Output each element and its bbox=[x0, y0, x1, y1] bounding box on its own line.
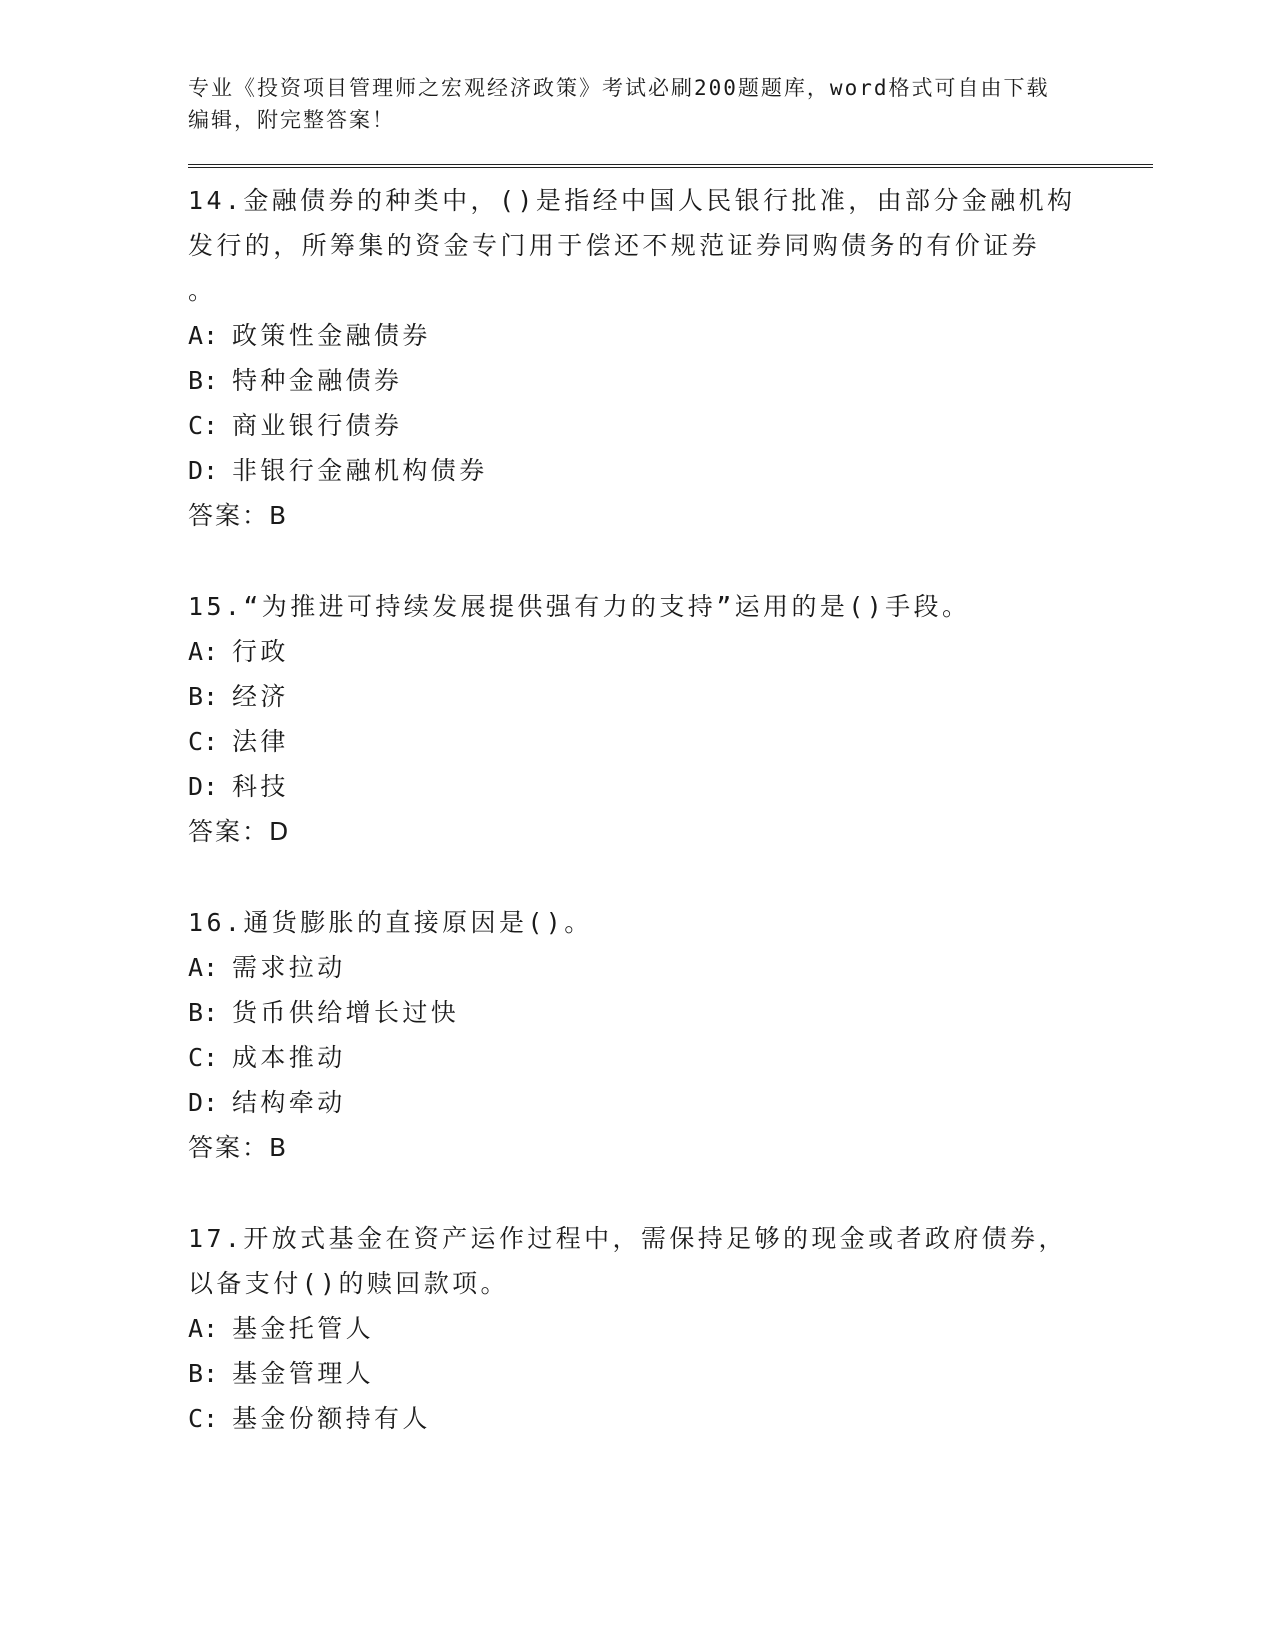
answer-line: 答案：B bbox=[188, 1133, 289, 1162]
option-letter: D: bbox=[188, 1088, 219, 1117]
option-letter: D: bbox=[188, 456, 219, 485]
option-text: 基金份额持有人 bbox=[232, 1404, 431, 1433]
option-letter: A: bbox=[188, 953, 219, 982]
question-stem bbox=[188, 900, 1098, 945]
option-text: 基金管理人 bbox=[232, 1359, 375, 1388]
option-a bbox=[188, 945, 1148, 990]
question-17 bbox=[188, 1216, 1148, 1441]
option-c bbox=[188, 1035, 1148, 1080]
option-letter: B: bbox=[188, 1359, 219, 1388]
question-16 bbox=[188, 900, 1148, 1170]
option-text: 需求拉动 bbox=[232, 953, 346, 982]
option-b bbox=[188, 1351, 1148, 1396]
option-text: 科技 bbox=[232, 772, 289, 801]
document-intro: 专业《投资项目管理师之宏观经济政策》考试必刷200题题库，word格式可自由下载编辑，附完整答案！ bbox=[188, 76, 1050, 132]
option-text: 法律 bbox=[232, 727, 289, 756]
header-divider bbox=[188, 164, 1153, 168]
option-b bbox=[188, 358, 1148, 403]
option-letter: C: bbox=[188, 1043, 219, 1072]
question-stem bbox=[188, 584, 1098, 629]
question-15 bbox=[188, 584, 1148, 854]
option-letter: A: bbox=[188, 321, 219, 350]
question-stem-line: 。 bbox=[188, 276, 217, 305]
option-letter: B: bbox=[188, 998, 219, 1027]
option-c bbox=[188, 1396, 1148, 1441]
option-letter: B: bbox=[188, 682, 219, 711]
option-text: 商业银行债券 bbox=[232, 411, 403, 440]
option-letter: C: bbox=[188, 727, 219, 756]
answer-line: 答案：D bbox=[188, 817, 291, 846]
question-14 bbox=[188, 178, 1148, 538]
option-text: 特种金融债券 bbox=[232, 366, 403, 395]
question-stem-line: 17.开放式基金在资产运作过程中，需保持足够的现金或者政府债券， bbox=[188, 1224, 1067, 1253]
option-b bbox=[188, 990, 1148, 1035]
option-text: 货币供给增长过快 bbox=[232, 998, 460, 1027]
option-letter: C: bbox=[188, 411, 219, 440]
option-a bbox=[188, 313, 1148, 358]
question-stem-line: 14.金融债券的种类中，()是指经中国人民银行批准，由部分金融机构 bbox=[188, 186, 1076, 215]
option-text: 政策性金融债券 bbox=[232, 321, 431, 350]
document-page bbox=[188, 72, 1148, 1441]
question-stem-line: 15.“为推进可持续发展提供强有力的支持”运用的是()手段。 bbox=[188, 592, 971, 621]
answer-line: 答案：B bbox=[188, 501, 289, 530]
option-letter: A: bbox=[188, 1314, 219, 1343]
question-stem bbox=[188, 1216, 1098, 1306]
option-a bbox=[188, 1306, 1148, 1351]
option-letter: A: bbox=[188, 637, 219, 666]
option-text: 成本推动 bbox=[232, 1043, 346, 1072]
option-text: 结构牵动 bbox=[232, 1088, 346, 1117]
option-d bbox=[188, 448, 1148, 493]
option-text: 行政 bbox=[232, 637, 289, 666]
option-text: 非银行金融机构债券 bbox=[232, 456, 488, 485]
question-stem-line: 16.通货膨胀的直接原因是()。 bbox=[188, 908, 593, 937]
question-stem-line: 发行的，所筹集的资金专门用于偿还不规范证券同购债务的有价证券 bbox=[188, 231, 1041, 260]
option-text: 基金托管人 bbox=[232, 1314, 375, 1343]
option-letter: B: bbox=[188, 366, 219, 395]
question-stem bbox=[188, 178, 1098, 313]
option-text: 经济 bbox=[232, 682, 289, 711]
option-letter: C: bbox=[188, 1404, 219, 1433]
option-c bbox=[188, 403, 1148, 448]
option-letter: D: bbox=[188, 772, 219, 801]
option-d bbox=[188, 1080, 1148, 1125]
option-a bbox=[188, 629, 1148, 674]
question-stem-line: 以备支付()的赎回款项。 bbox=[188, 1269, 509, 1298]
option-b bbox=[188, 674, 1148, 719]
option-d bbox=[188, 764, 1148, 809]
option-c bbox=[188, 719, 1148, 764]
